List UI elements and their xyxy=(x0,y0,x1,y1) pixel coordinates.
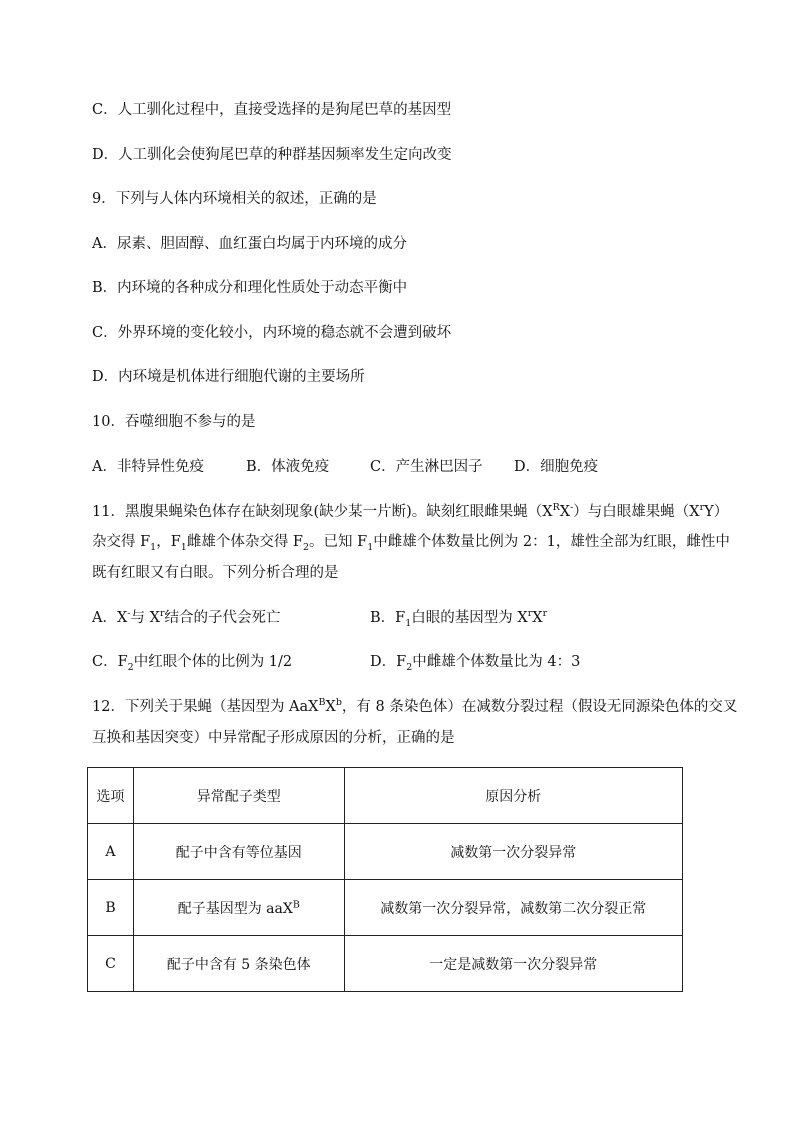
subscript: 2 xyxy=(127,661,134,673)
q11-option-d xyxy=(370,652,580,672)
q11-optA-part: 结合的子代会死亡 xyxy=(164,610,281,626)
type-text: 配子基因型为 aaX xyxy=(177,900,293,917)
table-cell-reason: 减数第一次分裂异常 xyxy=(344,824,682,880)
q11-stem2-part: 中雌雄个体数量比例为 2：1，雄性全部为红眼，雌性中 xyxy=(373,534,730,550)
q9-stem: 9．下列与人体内环境相关的叙述，正确的是 xyxy=(92,191,377,207)
q11-optB-part: X xyxy=(532,610,543,626)
q11-stem1-part: X xyxy=(559,504,571,520)
q11-optB-part: B．F xyxy=(370,610,406,626)
table-row xyxy=(88,880,683,936)
q12-stem-line2: 互换和基因突变）中异常配子形成原因的分析，正确的是 xyxy=(92,730,455,746)
superscript: r xyxy=(159,608,165,620)
q10-option-d: D．细胞免疫 xyxy=(514,459,599,475)
q12-stem-line1 xyxy=(92,697,737,717)
table-cell-option: A xyxy=(88,824,134,880)
q11-option-c xyxy=(92,652,292,672)
table-header-row xyxy=(88,768,683,824)
subscript: 1 xyxy=(180,541,187,553)
table-cell-type: 配子中含有等位基因 xyxy=(133,824,344,880)
q11-stem2-part: 杂交得 F xyxy=(92,534,151,550)
q11-optA-part: 与 X xyxy=(130,610,160,626)
q9-option-c: C．外界环境的变化较小，内环境的稳态就不会遭到破坏 xyxy=(92,325,452,341)
table-cell-reason: 减数第一次分裂异常，减数第二次分裂正常 xyxy=(344,880,682,936)
table-row xyxy=(88,936,683,992)
q11-stem1-part: 11．黑腹果蝇染色体存在缺刻现象(缺少某一片断)。缺刻红眼雌果蝇（X xyxy=(92,504,553,520)
q11-optC-part: 中红眼个体的比例为 1/2 xyxy=(133,654,293,670)
q10-stem: 10．吞噬细胞不参与的是 xyxy=(92,414,256,430)
q11-stem-line1 xyxy=(92,502,728,522)
q11-optC-part: C．F xyxy=(92,654,128,670)
q12-options-table xyxy=(87,767,683,992)
q11-stem2-part: ，F xyxy=(156,534,181,550)
q9-option-b: B．内环境的各种成分和理化性质处于动态平衡中 xyxy=(92,280,408,296)
subscript: 2 xyxy=(303,541,310,553)
table-header-type: 异常配子类型 xyxy=(133,768,344,824)
q12-stem1-part: X xyxy=(325,699,336,715)
q11-optD-part: D．F xyxy=(370,654,407,670)
q11-option-a xyxy=(92,608,281,628)
superscript: b xyxy=(335,697,342,709)
q10-option-b: B．体液免疫 xyxy=(246,459,330,475)
table-cell-reason: 一定是减数第一次分裂异常 xyxy=(344,936,682,992)
table-cell-type xyxy=(133,880,344,936)
q8-option-c: C．人工驯化过程中，直接受选择的是狗尾巴草的基因型 xyxy=(92,102,452,118)
superscript: r xyxy=(699,502,705,514)
table-row xyxy=(88,824,683,880)
table-cell-option: C xyxy=(88,936,134,992)
q9-option-d: D．内环境是机体进行细胞代谢的主要场所 xyxy=(92,369,365,385)
q11-stem2-part: 。已知 F xyxy=(309,534,368,550)
table-header-reason: 原因分析 xyxy=(344,768,682,824)
superscript: - xyxy=(127,608,131,620)
subscript: 2 xyxy=(406,661,413,673)
superscript: - xyxy=(570,502,574,514)
table-header-option: 选项 xyxy=(88,768,134,824)
q11-stem1-part: ）与白眼雄果蝇（X xyxy=(573,504,700,520)
q8-option-d: D．人工驯化会使狗尾巴草的种群基因频率发生定向改变 xyxy=(92,147,452,163)
subscript: 1 xyxy=(405,617,412,629)
q11-optB-part: 白眼的基因型为 X xyxy=(411,610,528,626)
q11-stem-line3: 既有红眼又有白眼。下列分析合理的是 xyxy=(92,565,339,581)
superscript: R xyxy=(552,502,560,514)
q11-stem2-part: 雌雄个体杂交得 F xyxy=(186,534,303,550)
superscript: r xyxy=(542,608,548,620)
table-cell-type: 配子中含有 5 条染色体 xyxy=(133,936,344,992)
q11-option-b xyxy=(370,608,547,628)
q12-stem1-part: 12．下列关于果蝇（基因型为 AaX xyxy=(92,699,319,715)
table-cell-option: B xyxy=(88,880,134,936)
q10-option-a: A．非特异性免疫 xyxy=(92,459,204,475)
subscript: 1 xyxy=(367,541,374,553)
q10-option-c: C．产生淋巴因子 xyxy=(370,459,483,475)
superscript: B xyxy=(292,898,300,910)
q11-stem-line2 xyxy=(92,532,730,552)
q11-stem1-part: Y） xyxy=(704,504,729,520)
subscript: 1 xyxy=(150,541,157,553)
q12-stem1-part: ，有 8 条染色体）在减数分裂过程（假设无同源染色体的交叉 xyxy=(341,699,738,715)
q9-option-a: A．尿素、胆固醇、血红蛋白均属于内环境的成分 xyxy=(92,236,407,252)
superscript: r xyxy=(527,608,533,620)
q11-optD-part: 中雌雄个体数量比为 4：3 xyxy=(412,654,581,670)
q11-optA-part: A．X xyxy=(92,610,128,626)
superscript: B xyxy=(318,697,326,709)
